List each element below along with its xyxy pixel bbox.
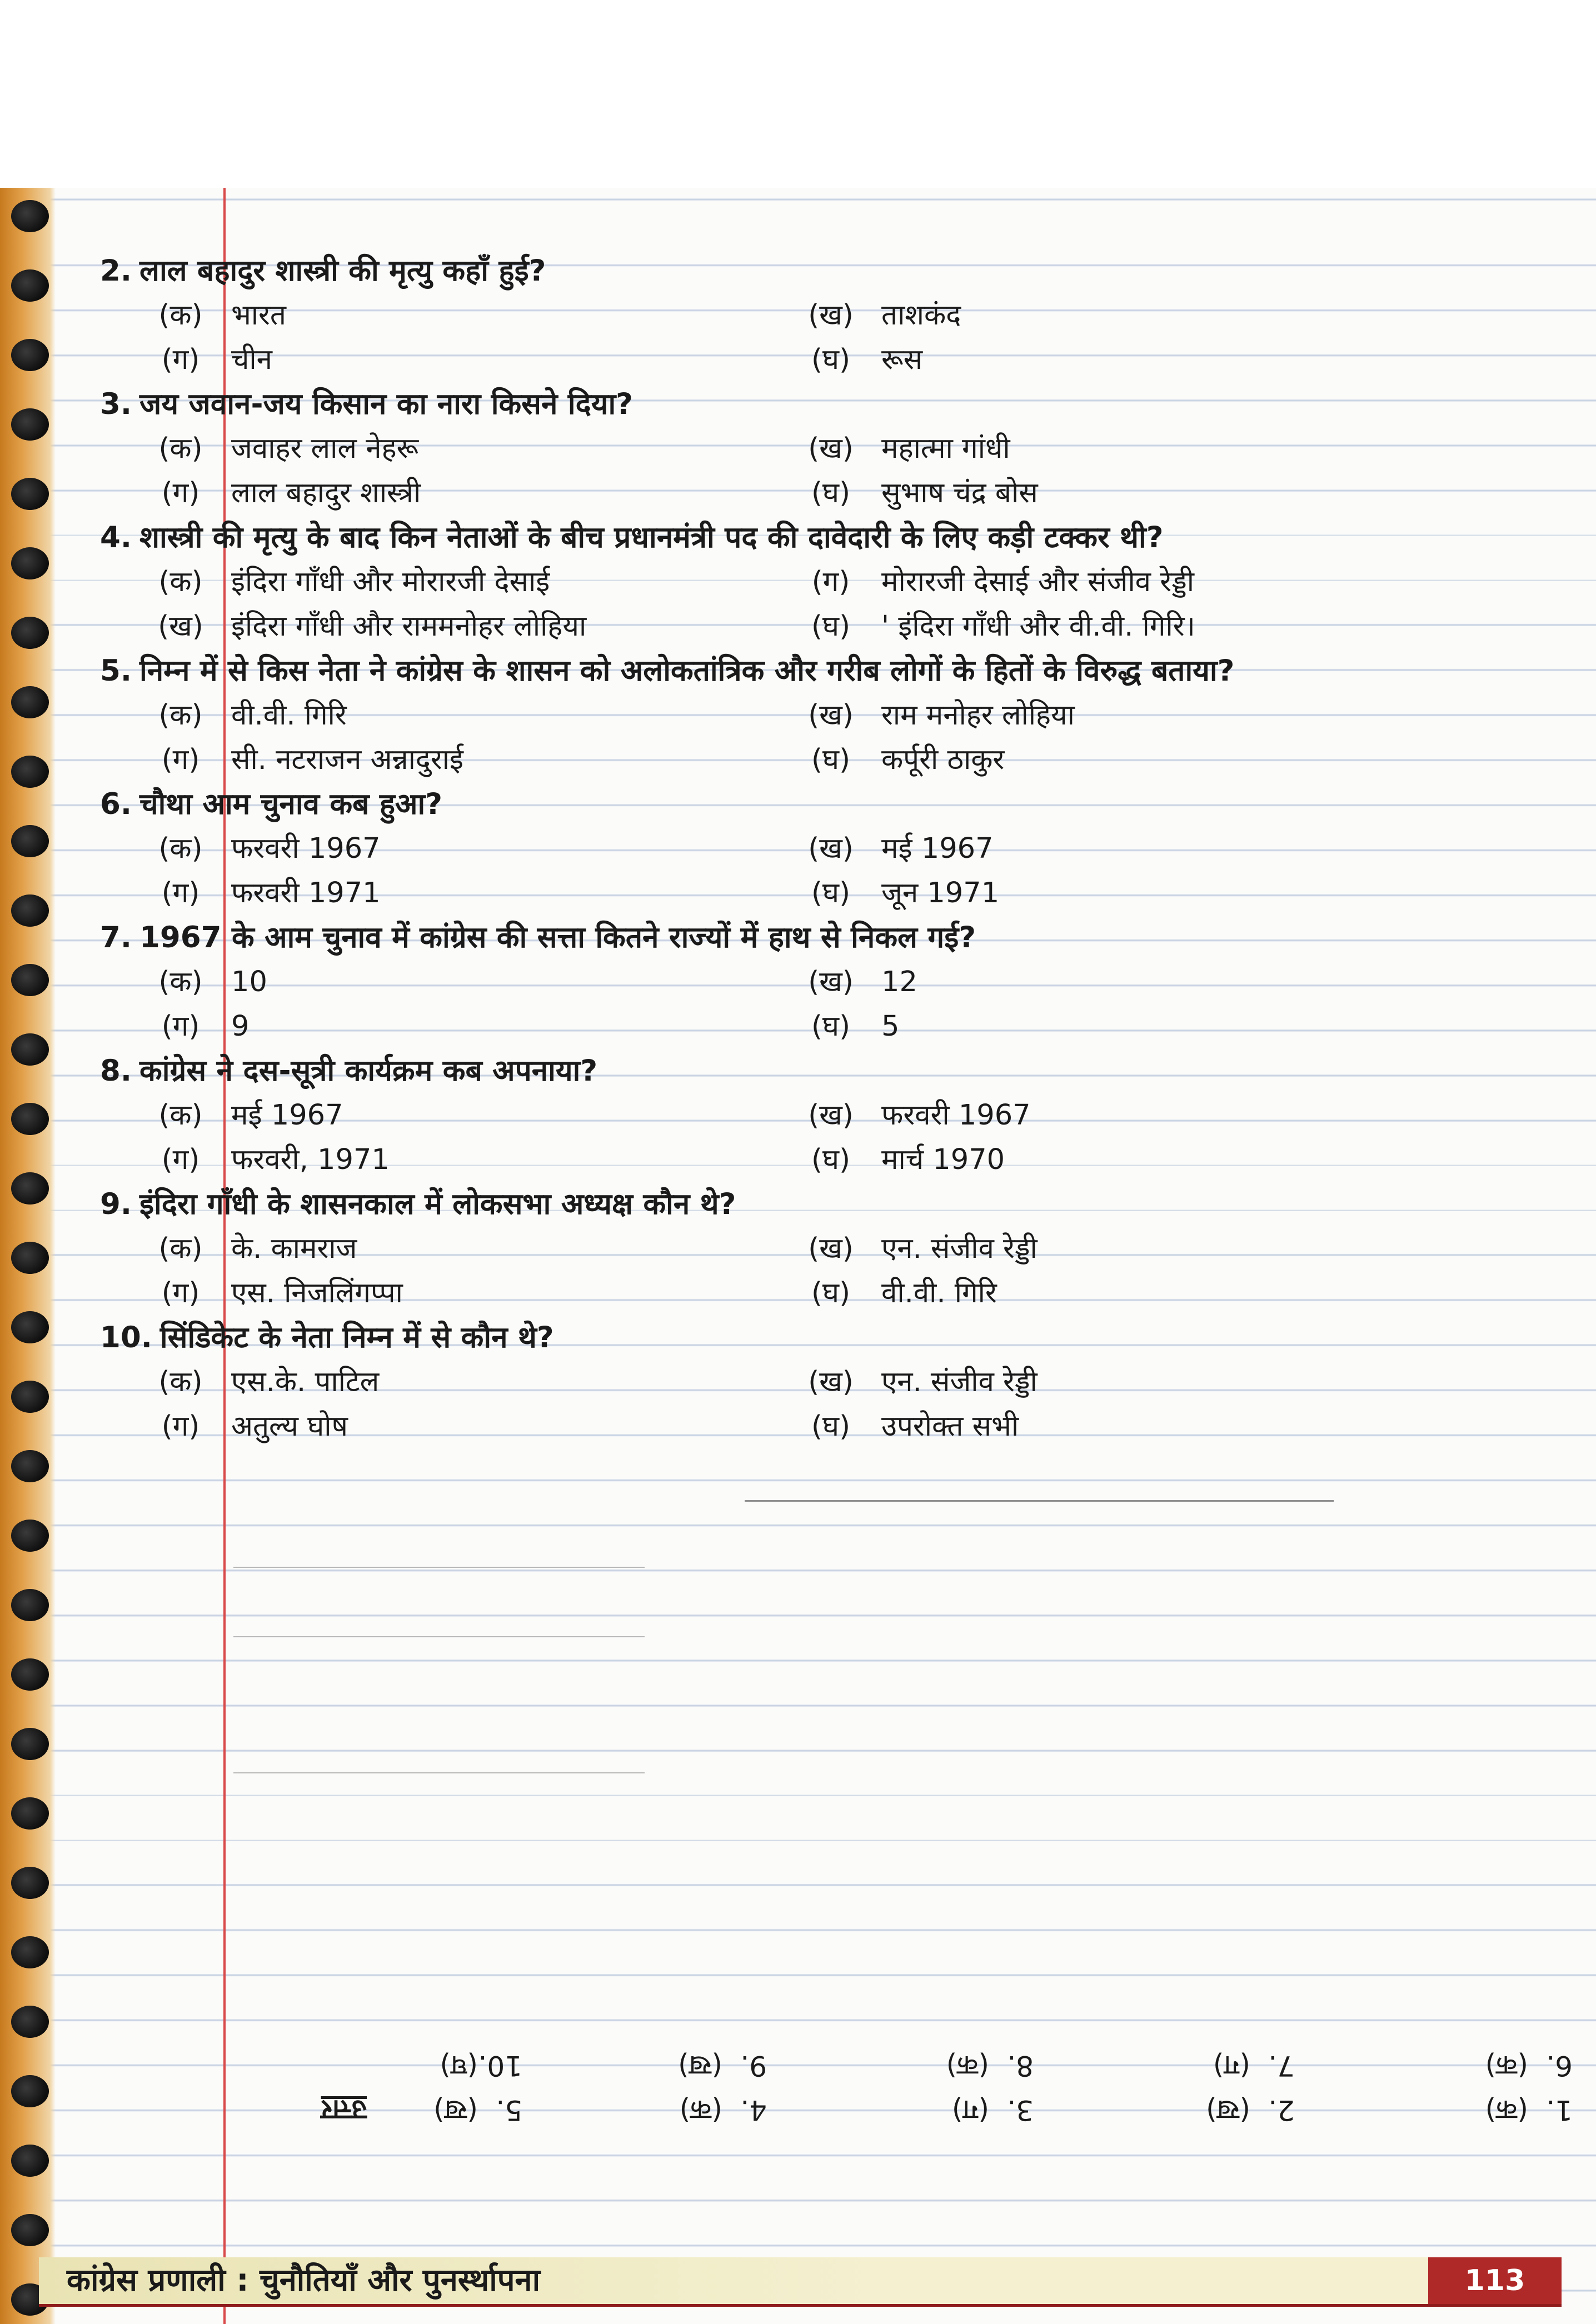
question-text: इंदिरा गाँधी के शासनकाल में लोकसभा अध्यक्ष कौन थे? bbox=[139, 1187, 736, 1221]
option-label: (ख) bbox=[808, 699, 854, 732]
option-row bbox=[100, 1271, 1545, 1316]
option bbox=[139, 1405, 348, 1449]
option bbox=[789, 1405, 1019, 1449]
option-text: जून 1971 bbox=[881, 877, 1000, 909]
option bbox=[789, 738, 1004, 782]
question-text: जय जवान-जय किसान का नारा किसने दिया? bbox=[139, 387, 633, 421]
binding-ring bbox=[11, 1658, 49, 1691]
option-text: जवाहर लाल नेहरू bbox=[231, 432, 419, 465]
answer-number: 8. bbox=[1007, 2050, 1034, 2082]
answer-key bbox=[267, 2038, 1578, 2132]
option-label: (क) bbox=[158, 299, 203, 332]
question-text: 1967 के आम चुनाव में कांग्रेस की सत्ता कितने राज्यों में हाथ से निकल गई? bbox=[139, 921, 976, 954]
answer-item bbox=[440, 2043, 522, 2088]
binding-ring bbox=[11, 339, 49, 371]
option-text: 9 bbox=[231, 1010, 250, 1043]
option-label: (ख) bbox=[808, 832, 854, 865]
answer-number: 2. bbox=[1268, 2094, 1295, 2126]
option bbox=[789, 827, 994, 871]
question-number: 5. bbox=[100, 654, 132, 688]
option-label: (ख) bbox=[808, 1366, 854, 1398]
binding-ring bbox=[11, 1589, 49, 1621]
option bbox=[789, 427, 1010, 471]
answer-value: (क) bbox=[1485, 2094, 1528, 2126]
answer-item bbox=[1213, 2043, 1295, 2088]
binding-ring bbox=[11, 547, 49, 579]
option bbox=[139, 871, 381, 916]
option-label: (ग) bbox=[161, 877, 200, 909]
option-text: रूस bbox=[881, 343, 923, 376]
option bbox=[139, 960, 267, 1004]
option-label: (घ) bbox=[811, 1010, 850, 1043]
option-text: ताशकंद bbox=[881, 299, 961, 332]
binding-ring bbox=[11, 1311, 49, 1343]
option-row bbox=[100, 471, 1545, 516]
binding-ring bbox=[11, 1936, 49, 1968]
binding-ring bbox=[11, 825, 49, 857]
option-text: इंदिरा गाँधी और मोरारजी देसाई bbox=[231, 566, 550, 598]
option bbox=[139, 338, 272, 382]
answer-item bbox=[1485, 2043, 1573, 2088]
option bbox=[139, 427, 418, 471]
option-label: (क) bbox=[158, 699, 203, 732]
option-text: एस.के. पाटिल bbox=[231, 1366, 380, 1398]
option bbox=[789, 1138, 1005, 1182]
question-heading bbox=[100, 782, 1545, 827]
option-label: (ख) bbox=[808, 1232, 854, 1265]
option-label: (क) bbox=[158, 432, 203, 465]
option-text: 12 bbox=[881, 966, 917, 998]
answer-item bbox=[1485, 2088, 1573, 2132]
option bbox=[139, 560, 550, 604]
option-row bbox=[100, 1004, 1545, 1049]
option bbox=[789, 560, 1194, 604]
option-text: एन. संजीव रेड्डी bbox=[881, 1366, 1038, 1398]
option-text: लाल बहादुर शास्त्री bbox=[231, 477, 421, 509]
option-row bbox=[100, 1138, 1545, 1182]
option bbox=[789, 293, 961, 338]
answer-number: 9. bbox=[740, 2050, 767, 2082]
option-row bbox=[100, 1360, 1545, 1405]
answer-value: (ख) bbox=[1206, 2094, 1250, 2126]
option bbox=[789, 1271, 997, 1316]
option bbox=[789, 1360, 1038, 1405]
binding-ring bbox=[11, 1797, 49, 1830]
answer-value: (क) bbox=[679, 2094, 722, 2126]
option bbox=[139, 1227, 357, 1271]
option bbox=[789, 1004, 899, 1049]
option-text: अतुल्य घोष bbox=[231, 1410, 348, 1443]
page-footer bbox=[39, 2257, 1562, 2307]
answer-item bbox=[680, 2088, 767, 2132]
question-text: निम्न में से किस नेता ने कांग्रेस के शासन को अलोकतांत्रिक और गरीब लोगों के हितों के विरुद्ध बताया? bbox=[139, 654, 1235, 688]
option-label: (ग) bbox=[161, 343, 200, 376]
option-text: 5 bbox=[881, 1010, 900, 1043]
option-row bbox=[100, 427, 1545, 471]
question-number: 9. bbox=[100, 1187, 132, 1221]
option-text: सी. नटराजन अन्नादुराई bbox=[231, 743, 463, 776]
question-list bbox=[100, 249, 1545, 1449]
question-number: 3. bbox=[100, 387, 132, 421]
option-text: 10 bbox=[231, 966, 267, 998]
answer-number: 3. bbox=[1007, 2094, 1034, 2126]
option-text: फरवरी 1967 bbox=[881, 1099, 1031, 1132]
option-row bbox=[100, 1227, 1545, 1271]
answer-value: (ग) bbox=[1213, 2050, 1250, 2082]
answer-value: (ग) bbox=[951, 2094, 989, 2126]
option-text: चीन bbox=[231, 343, 272, 376]
binding-ring bbox=[11, 1867, 49, 1899]
answer-number: 7. bbox=[1268, 2050, 1295, 2082]
option-text: वी.वी. गिरि bbox=[881, 1277, 997, 1310]
question-number: 6. bbox=[100, 787, 132, 821]
divider-line bbox=[745, 1500, 1334, 1502]
answer-value: (ख) bbox=[433, 2094, 478, 2126]
spiral-binding bbox=[0, 188, 56, 2324]
option bbox=[789, 604, 1195, 649]
option bbox=[139, 1093, 343, 1138]
question-number: 2. bbox=[100, 254, 132, 288]
answer-number: 5. bbox=[496, 2094, 522, 2126]
binding-ring bbox=[11, 894, 49, 927]
option-label: (ख) bbox=[158, 610, 203, 643]
binding-ring bbox=[11, 200, 49, 232]
binding-ring bbox=[11, 1728, 49, 1760]
option bbox=[139, 693, 347, 738]
option-text: फरवरी 1971 bbox=[231, 877, 381, 909]
answer-number: 1. bbox=[1546, 2094, 1573, 2126]
binding-ring bbox=[11, 478, 49, 510]
option-row bbox=[100, 604, 1545, 649]
option-text: इंदिरा गाँधी और राममनोहर लोहिया bbox=[231, 610, 587, 643]
option-label: (ग) bbox=[161, 1277, 200, 1310]
option-row bbox=[100, 693, 1545, 738]
divider-line bbox=[233, 1772, 645, 1773]
option-text: मई 1967 bbox=[231, 1099, 343, 1132]
binding-ring bbox=[11, 1242, 49, 1274]
option-label: (ख) bbox=[808, 1099, 854, 1132]
option-row bbox=[100, 1093, 1545, 1138]
option bbox=[139, 471, 421, 516]
answer-value: (ख) bbox=[678, 2050, 722, 2082]
option-label: (ख) bbox=[808, 966, 854, 998]
answer-number: 6. bbox=[1546, 2050, 1573, 2082]
option-label: (ख) bbox=[808, 432, 854, 465]
option-row bbox=[100, 338, 1545, 382]
option bbox=[139, 1138, 390, 1182]
question-number: 10. bbox=[100, 1321, 152, 1355]
question-text: सिंडिकेट के नेता निम्न में से कौन थे? bbox=[159, 1321, 554, 1355]
binding-ring bbox=[11, 686, 49, 718]
option-text: फरवरी 1967 bbox=[231, 832, 381, 865]
answer-value: (घ) bbox=[440, 2050, 478, 2082]
question-heading bbox=[100, 1182, 1545, 1227]
option-text: एस. निजलिंगप्पा bbox=[231, 1277, 403, 1310]
binding-ring bbox=[11, 1450, 49, 1482]
binding-ring bbox=[11, 2006, 49, 2038]
binding-ring bbox=[11, 1172, 49, 1205]
option bbox=[789, 471, 1038, 516]
question-number: 7. bbox=[100, 921, 132, 954]
option-label: (घ) bbox=[811, 1410, 850, 1443]
question-heading bbox=[100, 1316, 1545, 1360]
binding-ring bbox=[11, 1103, 49, 1135]
question-number: 4. bbox=[100, 521, 132, 554]
option-label: (क) bbox=[158, 832, 203, 865]
binding-ring bbox=[11, 2075, 49, 2107]
binding-ring bbox=[11, 1520, 49, 1552]
option-row bbox=[100, 293, 1545, 338]
answer-item bbox=[946, 2043, 1034, 2088]
option-text: उपरोक्त सभी bbox=[881, 1410, 1019, 1443]
option-row bbox=[100, 738, 1545, 782]
option-text: वी.वी. गिरि bbox=[231, 699, 347, 732]
question-number: 8. bbox=[100, 1054, 132, 1088]
divider-line bbox=[233, 1636, 645, 1637]
option bbox=[789, 338, 922, 382]
answer-value: (क) bbox=[946, 2050, 989, 2082]
option bbox=[789, 1227, 1038, 1271]
binding-ring bbox=[11, 408, 49, 441]
option-label: (ख) bbox=[808, 299, 854, 332]
question-heading bbox=[100, 249, 1545, 293]
option-text: के. कामराज bbox=[231, 1232, 357, 1265]
binding-ring bbox=[11, 756, 49, 788]
option-row bbox=[100, 960, 1545, 1004]
option-label: (ग) bbox=[161, 1010, 200, 1043]
question-text: शास्त्री की मृत्यु के बाद किन नेताओं के बीच प्रधानमंत्री पद की दावेदारी के लिए कड़ी टक्कर थी? bbox=[139, 521, 1164, 554]
option-row bbox=[100, 1405, 1545, 1449]
option-label: (घ) bbox=[811, 477, 850, 509]
option-label: (घ) bbox=[811, 1277, 850, 1310]
option bbox=[139, 827, 381, 871]
option-label: (ग) bbox=[161, 1143, 200, 1176]
option-text: मई 1967 bbox=[881, 832, 994, 865]
binding-ring bbox=[11, 617, 49, 649]
option-text: मोरारजी देसाई और संजीव रेड्डी bbox=[881, 566, 1194, 598]
question-heading bbox=[100, 1049, 1545, 1093]
option-label: (ग) bbox=[161, 1410, 200, 1443]
option-label: (घ) bbox=[811, 343, 850, 376]
option-label: (घ) bbox=[811, 877, 850, 909]
option-label: (क) bbox=[158, 1099, 203, 1132]
option-text: ' इंदिरा गाँधी और वी.वी. गिरि। bbox=[881, 610, 1195, 643]
question-heading bbox=[100, 516, 1545, 560]
question-heading bbox=[100, 649, 1545, 693]
binding-ring bbox=[11, 2145, 49, 2177]
question-text: कांग्रेस ने दस-सूत्री कार्यक्रम कब अपनाया? bbox=[139, 1054, 598, 1088]
option-label: (ग) bbox=[161, 743, 200, 776]
option-text: महात्मा गांधी bbox=[881, 432, 1010, 465]
option bbox=[789, 1093, 1031, 1138]
binding-ring bbox=[11, 1381, 49, 1413]
question-text: लाल बहादुर शास्त्री की मृत्यु कहाँ हुई? bbox=[139, 254, 546, 288]
answer-item bbox=[678, 2043, 767, 2088]
divider-line bbox=[233, 1567, 645, 1568]
answer-heading: उत्तर bbox=[321, 2094, 367, 2126]
answer-item bbox=[1206, 2088, 1295, 2132]
option bbox=[139, 604, 586, 649]
option-text: एन. संजीव रेड्डी bbox=[881, 1232, 1038, 1265]
option-label: (क) bbox=[158, 966, 203, 998]
answer-number: 4. bbox=[740, 2094, 767, 2126]
option-text: भारत bbox=[231, 299, 286, 332]
option-row bbox=[100, 827, 1545, 871]
option-text: मार्च 1970 bbox=[881, 1143, 1005, 1176]
option-label: (क) bbox=[158, 1366, 203, 1398]
option-label: (घ) bbox=[811, 610, 850, 643]
binding-ring bbox=[11, 1033, 49, 1066]
option-row bbox=[100, 560, 1545, 604]
option-text: कर्पूरी ठाकुर bbox=[881, 743, 1005, 776]
option-label: (क) bbox=[158, 566, 203, 598]
option bbox=[139, 1360, 379, 1405]
chapter-title: कांग्रेस प्रणाली : चुनौतियाँ और पुनर्स्थापना bbox=[67, 2262, 541, 2298]
option-row bbox=[100, 871, 1545, 916]
option-label: (घ) bbox=[811, 743, 850, 776]
option-text: फरवरी, 1971 bbox=[231, 1143, 390, 1176]
option-label: (घ) bbox=[811, 1143, 850, 1176]
answer-item bbox=[433, 2088, 522, 2132]
option-label: (क) bbox=[158, 1232, 203, 1265]
binding-ring bbox=[11, 964, 49, 996]
option bbox=[789, 871, 999, 916]
answer-item bbox=[952, 2088, 1034, 2132]
answer-row bbox=[267, 2088, 1578, 2132]
answer-row bbox=[267, 2043, 1578, 2088]
option bbox=[139, 1271, 403, 1316]
question-heading bbox=[100, 916, 1545, 960]
option bbox=[789, 693, 1075, 738]
option bbox=[139, 1004, 249, 1049]
option bbox=[139, 293, 286, 338]
option-text: सुभाष चंद्र बोस bbox=[881, 477, 1038, 509]
option-text: राम मनोहर लोहिया bbox=[881, 699, 1075, 732]
answer-value: (क) bbox=[1485, 2050, 1528, 2082]
binding-ring bbox=[11, 269, 49, 302]
page-number: 113 bbox=[1428, 2257, 1562, 2304]
question-heading bbox=[100, 382, 1545, 427]
option-label: (ग) bbox=[811, 566, 850, 598]
answer-number: 10. bbox=[478, 2050, 522, 2082]
option bbox=[139, 738, 463, 782]
binding-ring bbox=[11, 2214, 49, 2246]
option-label: (ग) bbox=[161, 477, 200, 509]
question-text: चौथा आम चुनाव कब हुआ? bbox=[139, 787, 442, 821]
option bbox=[789, 960, 917, 1004]
